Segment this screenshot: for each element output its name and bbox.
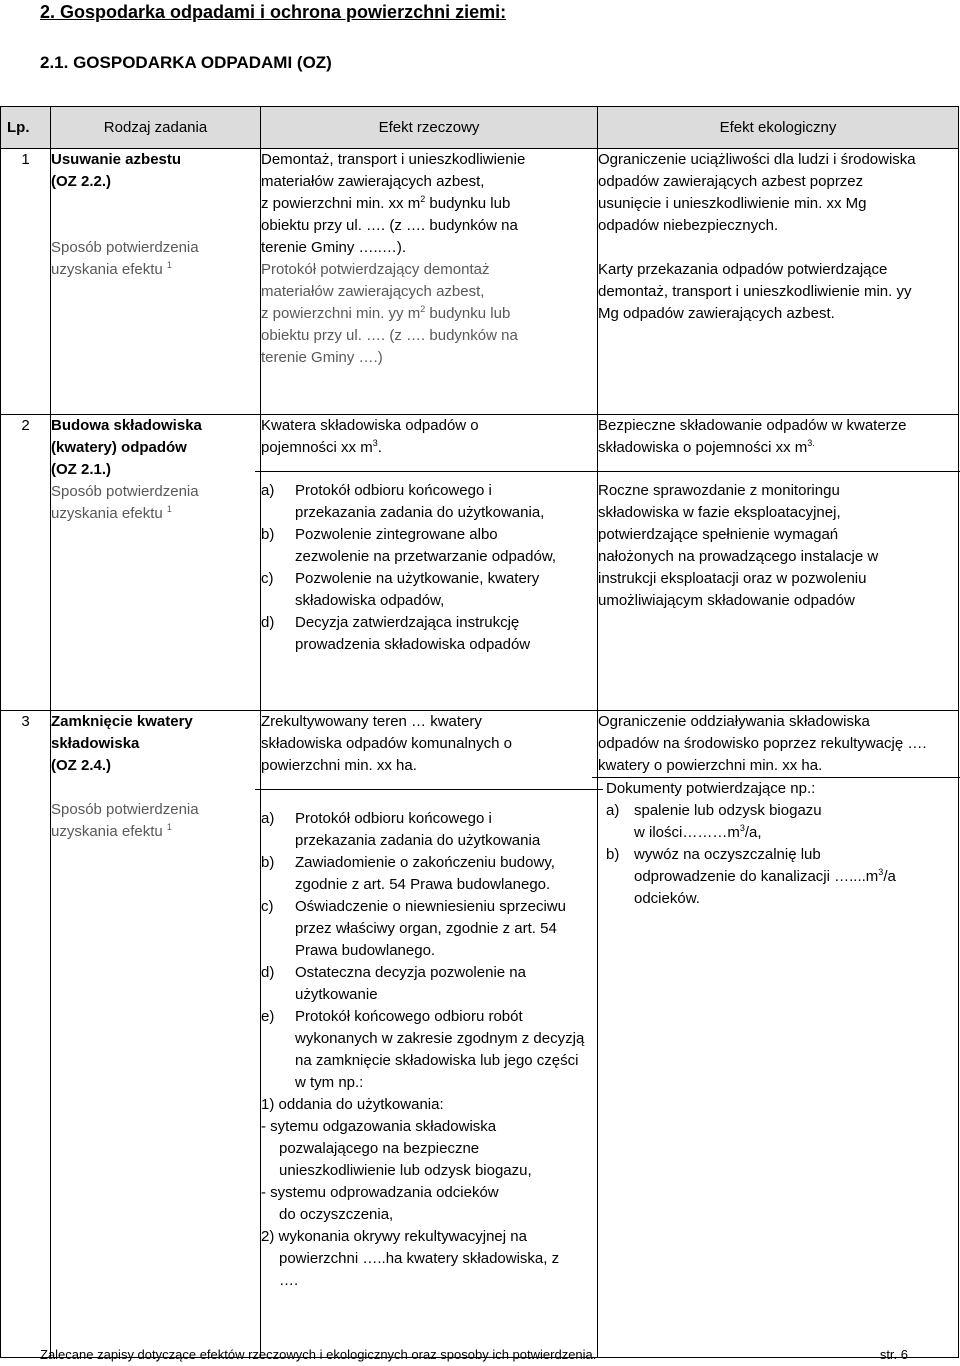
list-item: d) Decyzja zatwierdzająca instrukcję prowadzenia składowiska odpadów — [261, 614, 531, 653]
subsection-heading: 2.1. GOSPODARKA ODPADAMI (OZ) — [40, 53, 332, 72]
header-ecological-effect: Efekt ekologiczny — [598, 107, 959, 149]
list-item: c) Oświadczenie o niewniesieniu sprzeciwu przez właściwy organ, zgodnie z art. 54 Prawa budowlanego. — [261, 898, 566, 959]
page-number: str. 6 — [879, 1347, 908, 1362]
list-item: a) spalenie lub odzysk biogazu w $ilości\dots\dots\dots m^3/a$, — [606, 802, 822, 841]
page-footer — [40, 1347, 908, 1362]
material-confirmation-list — [261, 480, 597, 656]
list-item: b) wywóz na oczyszczalnię lub odprowadzenie do kanalizacji $\dots....m^3/a$ odcieków. — [606, 846, 896, 907]
ecological-effect-text: Ograniczenie oddziaływania składowiska odpadów na środowisko poprzez rekultywację …. kwatery o powierzchni min. xx ha. — [598, 713, 927, 774]
waste-effects-table — [0, 106, 959, 1358]
ecological-confirmation-title: Dokumenty potwierdzające np.: — [606, 780, 816, 797]
cell-divider — [592, 471, 960, 480]
ecological-confirmation-list — [606, 800, 958, 910]
ecological-confirmation — [598, 778, 958, 910]
material-confirmation-list — [261, 808, 597, 1094]
list-item: c) Pozwolenie na użytkowanie, kwatery składowiska odpadów, — [261, 570, 540, 609]
task-code: (OZ 2.1.) — [51, 461, 112, 478]
ecological-effect-cell — [598, 415, 959, 711]
header-task-type: Rodzaj zadania — [51, 107, 261, 149]
table-row — [1, 149, 959, 415]
list-item: a) Protokół odbioru końcowego i przekazania zadania do użytkowania — [261, 810, 541, 849]
task-cell — [51, 711, 261, 1358]
list-item: b) Zawiadomienie o zakończeniu budowy, zgodnie z art. 54 Prawa budowlanego. — [261, 854, 555, 893]
header-lp: Lp. — [1, 107, 51, 149]
cell-divider — [255, 789, 603, 808]
material-effect-text: Demontaż, transport i unieszkodliwienie materiałów zawierających azbest, z powierzchni min. xx $m^2$ budynku lub obiektu przy ul. …. (z …. budynków na terenie Gminy …..…). — [261, 151, 526, 256]
header-material-effect: Efekt rzeczowy — [261, 107, 598, 149]
material-effect-cell — [261, 415, 598, 711]
list-item: b) Pozwolenie zintegrowane albo zezwolenie na przetwarzanie odpadów, — [261, 526, 556, 565]
task-name: Usuwanie azbestu — [51, 151, 182, 168]
confirmation-label: Sposób potwierdzenia uzyskania efektu $^1$ — [51, 801, 199, 840]
task-name: Zamknięcie kwatery składowiska — [51, 713, 193, 752]
confirmation-label: Sposób potwierdzenia uzyskania efektu $^1$ — [51, 483, 199, 522]
material-effect-cell — [261, 149, 598, 415]
row-number: 1 — [1, 149, 51, 415]
section-heading: 2. Gospodarka odpadami i ochrona powierzchni ziemi: — [40, 2, 507, 22]
confirmation-label: Sposób potwierdzenia uzyskania efektu $^1$ — [51, 239, 199, 278]
ecological-effect-cell — [598, 711, 959, 1358]
task-name: Budowa składowiska (kwatery) odpadów — [51, 417, 202, 456]
material-effect-cell — [261, 711, 598, 1358]
row-number: 2 — [1, 415, 51, 711]
ecological-confirmation-text: Karty przekazania odpadów potwierdzające demontaż, transport i unieszkodliwienie min. yy Mg odpadów zawierających azbest. — [598, 261, 912, 322]
table-header-row — [1, 107, 959, 149]
material-confirmation-text: Protokół potwierdzający demontaż materiałów zawierających azbest, z powierzchni min. yy $m^2$ budynku lub obiektu przy ul. …. (z …. budynków na terenie Gminy ….) — [261, 261, 518, 366]
ecological-confirmation-text: Roczne sprawozdanie z monitoringu składowiska w fazie eksploatacyjnej, potwierdzające spełnienie wymagań nałożonych na prowadzącego instalacje w instrukcji eksploatacji oraz w pozwoleniu umożliwiającym składowanie odpadów — [598, 482, 879, 609]
task-cell — [51, 149, 261, 415]
completion-details: 1) oddania do użytkowania: - sytemu odgazowania składowiska pozwalającego na bezpieczne unieszkodliwienie lub odzysk biogazu, - systemu odprowadzania odcieków do oczyszczenia, 2) wykonania okrywy rekultywacyjnej na powierzchni …..ha kwatery składowiska, z …. — [261, 1096, 560, 1289]
list-item: a) Protokół odbioru końcowego i przekazania zadania do użytkowania, — [261, 482, 545, 521]
ecological-effect-cell — [598, 149, 959, 415]
table-row — [1, 415, 959, 711]
cell-divider — [255, 471, 603, 480]
row-number: 3 — [1, 711, 51, 1358]
table-row — [1, 711, 959, 1358]
footer-note: Zalecane zapisy dotyczące efektów rzeczowych i ekologicznych oraz sposoby ich potwierdzenia. — [40, 1347, 597, 1362]
task-cell — [51, 415, 261, 711]
ecological-effect-text: Bezpieczne składowanie odpadów w kwaterze składowiska o pojemności xx $m^{3.}$ — [598, 417, 907, 456]
task-code: (OZ 2.2.) — [51, 173, 112, 190]
task-code: (OZ 2.4.) — [51, 757, 112, 774]
list-item: d) Ostateczna decyzja pozwolenie na użytkowanie — [261, 964, 526, 1003]
list-item: e) Protokół końcowego odbioru robót wykonanych w zakresie zgodnym z decyzją na zamknięcie składowiska lub jego części w tym np.: — [261, 1008, 585, 1091]
material-effect-text: Zrekultywowany teren … kwatery składowiska odpadów komunalnych o powierzchni min. xx ha. — [261, 713, 512, 774]
material-effect-text: Kwatera składowiska odpadów o pojemności xx $m^3$. — [261, 417, 479, 456]
ecological-effect-text: Ograniczenie uciążliwości dla ludzi i środowiska odpadów zawierających azbest poprzez usunięcie i unieszkodliwienie min. xx Mg odpadów niebezpiecznych. — [598, 151, 916, 234]
